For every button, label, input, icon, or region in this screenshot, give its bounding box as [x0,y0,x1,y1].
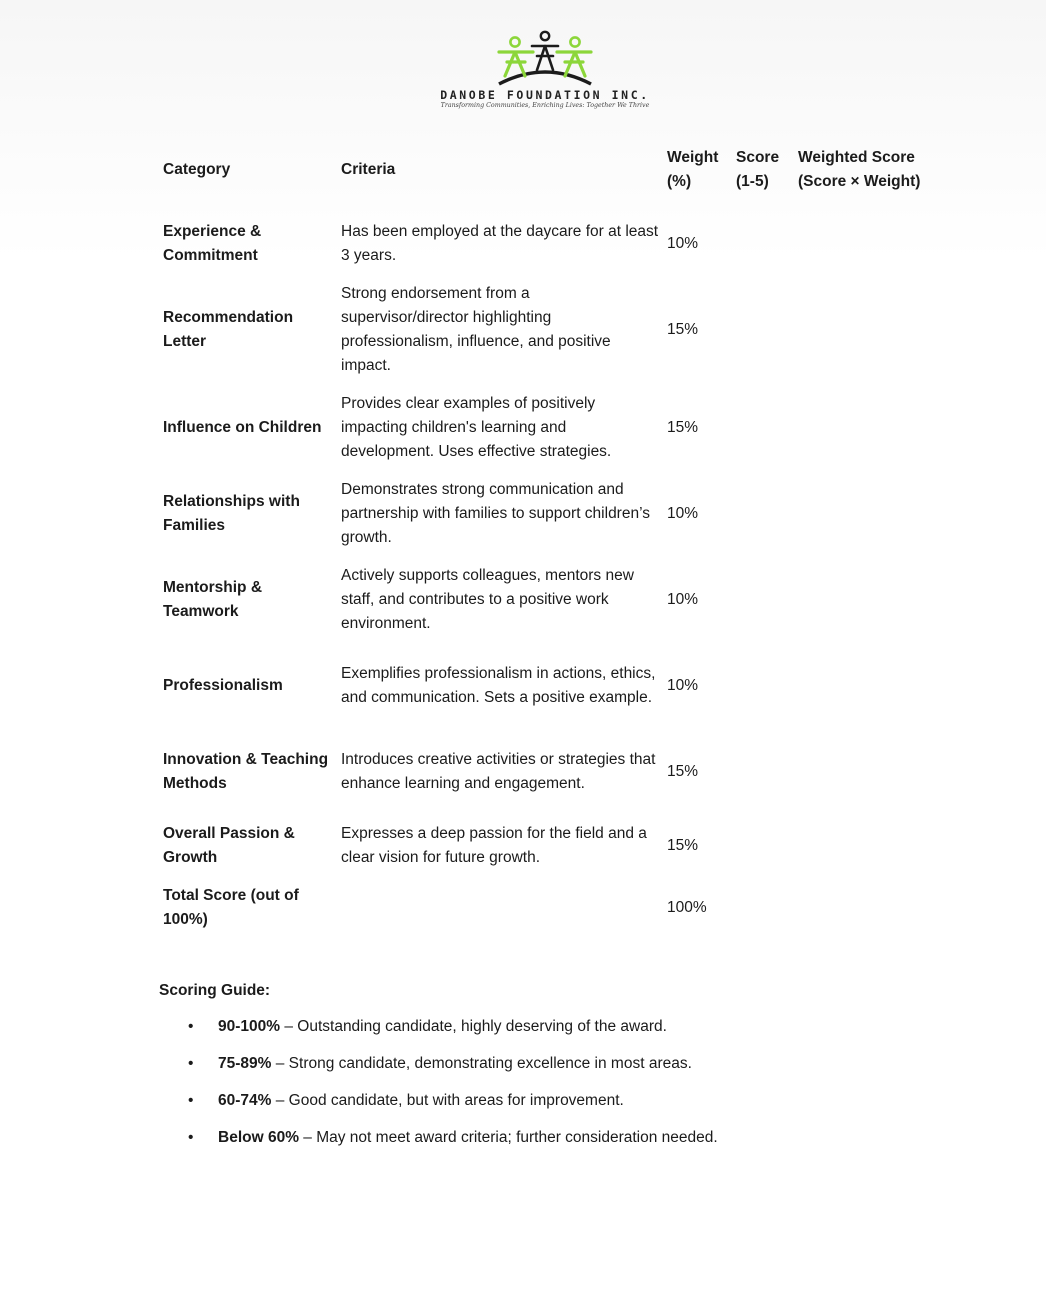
score-description: – May not meet award criteria; further consideration needed. [298,1129,718,1146]
score-range: 60-74% [218,1092,272,1109]
row-criteria: Strong endorsement from a supervisor/director highlighting professionalism, influence, and positive impact. [341,285,611,374]
row-category: Mentorship & Teamwork [163,579,263,620]
bullet-icon: • [188,1129,194,1146]
row-weighted-score [798,650,933,722]
score-range: 90-100% [218,1018,281,1035]
table-row [163,822,933,870]
total-weighted-score [798,884,933,932]
row-category: Professionalism [163,677,283,694]
row-criteria: Actively supports colleagues, mentors new staff, and contributes to a positive work environment. [341,567,634,632]
row-score [736,650,798,722]
total-weight: 100% [667,899,707,916]
bullet-icon: • [188,1092,194,1109]
table-header-row [163,134,933,206]
header-score: Score (1-5) [736,149,780,190]
row-category: Influence on Children [163,419,322,436]
table-row [163,564,933,636]
row-criteria: Exemplifies professionalism in actions, ethics, and communication. Sets a positive example. [341,665,656,706]
scoring-guide-list [188,1015,718,1163]
table-row [163,220,933,268]
list-item [188,1126,718,1163]
row-weighted-score [798,564,933,636]
row-weighted-score [798,822,933,870]
total-row [163,884,933,932]
row-score [736,282,798,378]
row-criteria: Has been employed at the daycare for at least 3 years. [341,223,659,264]
table-row [163,392,933,464]
row-criteria: Introduces creative activities or strategies that enhance learning and engagement. [341,751,656,792]
table-row [163,282,933,378]
row-weight: 15% [667,321,699,338]
score-range: 75-89% [218,1055,272,1072]
bullet-icon: • [188,1055,194,1072]
list-item [188,1052,718,1089]
row-category: Overall Passion & Growth [163,825,295,866]
header-weighted-score: Weighted Score (Score × Weight) [798,149,921,190]
row-weight: 15% [667,837,699,854]
row-category: Experience & Commitment [163,223,262,264]
row-score [736,736,798,808]
row-category: Recommendation Letter [163,309,294,350]
scoring-guide-title: Scoring Guide: [159,982,271,999]
score-range: Below 60% [218,1129,299,1146]
row-weighted-score [798,392,933,464]
header-category: Category [163,161,231,178]
score-description: – Strong candidate, demonstrating excellence in most areas. [271,1055,692,1072]
row-score [736,822,798,870]
row-criteria: Expresses a deep passion for the field and a clear vision for future growth. [341,825,647,866]
bullet-icon: • [188,1018,194,1035]
list-item [188,1015,718,1052]
row-weight: 15% [667,419,699,436]
row-score [736,478,798,550]
score-description: – Outstanding candidate, highly deserving of the award. [280,1018,667,1035]
row-weighted-score [798,220,933,268]
total-label: Total Score (out of 100%) [163,887,299,928]
header-weight: Weight (%) [667,149,719,190]
table-row [163,650,933,722]
row-score [736,392,798,464]
list-item [188,1089,718,1126]
row-weighted-score [798,478,933,550]
row-weight: 10% [667,677,699,694]
total-criteria [341,884,667,932]
row-weighted-score [798,282,933,378]
people-circle-logo-icon [485,26,605,88]
row-criteria: Provides clear examples of positively impacting children's learning and development. Uses effective strategies. [341,395,612,460]
row-weight: 10% [667,505,699,522]
org-name: DANOBE FOUNDATION INC. [440,88,650,102]
row-weighted-score [798,736,933,808]
row-score [736,564,798,636]
foundation-logo [405,26,685,112]
row-criteria: Demonstrates strong communication and partnership with families to support children’s growth. [341,481,651,546]
evaluation-rubric-table [163,134,933,932]
row-weight: 10% [667,591,699,608]
table-row [163,736,933,808]
row-category: Innovation & Teaching Methods [163,751,329,792]
row-weight: 10% [667,235,699,252]
total-score [736,884,798,932]
header-criteria: Criteria [341,161,396,178]
org-tagline: Transforming Communities, Enriching Lives: Together We Thrive [440,102,650,109]
score-description: – Good candidate, but with areas for improvement. [271,1092,624,1109]
row-weight: 15% [667,763,699,780]
row-score [736,220,798,268]
row-category: Relationships with Families [163,493,300,534]
table-row [163,478,933,550]
